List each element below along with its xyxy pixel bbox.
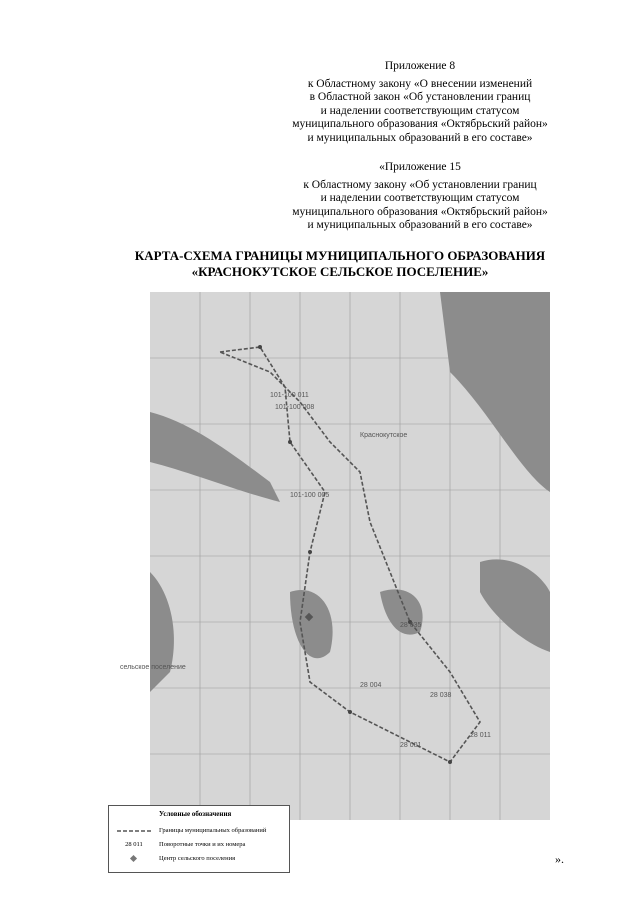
point-label-28-035: 28 035 <box>400 622 422 629</box>
map-title-line-1: КАРТА-СХЕМА ГРАНИЦЫ МУНИЦИПАЛЬНОГО ОБРАЗОВАНИЯ <box>134 248 546 263</box>
appendix-8-header <box>250 60 590 145</box>
appendix-15-line-4: муниципального образования «Октябрьский район» <box>292 205 548 218</box>
point-label-101-100-005: 101-100 005 <box>290 492 330 499</box>
legend-row-boundary <box>115 826 285 836</box>
village-label-a: сельское поселение <box>120 664 186 671</box>
point-label-28-004: 28 004 <box>360 682 382 689</box>
point-label-28-011: 28 011 <box>470 732 491 739</box>
boundary-map <box>120 292 550 820</box>
legend-boundary-text: Границы муниципальных образований <box>159 827 267 834</box>
point-label-28-001: 28 001 <box>400 742 422 749</box>
point-label-101-100-008: 101-100 008 <box>275 404 315 411</box>
map-legend <box>108 805 290 873</box>
appendix-8-line-6: и муниципальных образований в его составе» <box>307 131 533 144</box>
boundary-line-icon <box>115 826 153 836</box>
appendix-8-line-3: в Областной закон «Об установлении границ <box>309 91 531 103</box>
map-canvas <box>150 292 550 820</box>
legend-row-points <box>115 840 285 850</box>
turning-point-sample: 28 011 <box>125 841 143 848</box>
appendix-15-line-2: к Областному закону «Об установлении границ <box>303 178 537 191</box>
appendix-8-line-5: муниципального образования «Октябрьский район» <box>292 118 548 130</box>
point-label-28-038: 28 038 <box>430 692 452 699</box>
appendix-15-header <box>250 161 590 233</box>
legend-title: Условные обозначения <box>159 810 232 818</box>
appendix-15-line-1: «Приложение 15 <box>379 161 461 173</box>
appendix-15-line-3: и наделении соответствующим статусом <box>320 192 520 204</box>
legend-points-text: Поворотные точки и их номера <box>159 841 246 848</box>
legend-center-text: Центр сельского поселения <box>159 855 236 862</box>
diamond-icon <box>115 854 153 864</box>
legend-row-center <box>115 854 285 864</box>
appendix-15-line-5: и муниципальных образований в его составе» <box>307 219 533 231</box>
map-title <box>60 248 620 280</box>
appendix-8-line-1: Приложение 8 <box>384 60 456 72</box>
point-label-101-100-011: 101-100 011 <box>270 392 309 399</box>
village-label-b: Краснокутское <box>360 432 408 439</box>
appendix-8-line-2: к Областному закону «О внесении изменений <box>307 77 533 90</box>
appendix-8-line-4: и наделении соответствующим статусом <box>320 104 520 117</box>
closing-mark: ». <box>555 852 564 866</box>
map-title-line-2: «КРАСНОКУТСКОЕ СЕЛЬСКОЕ ПОСЕЛЕНИЕ» <box>191 264 489 279</box>
